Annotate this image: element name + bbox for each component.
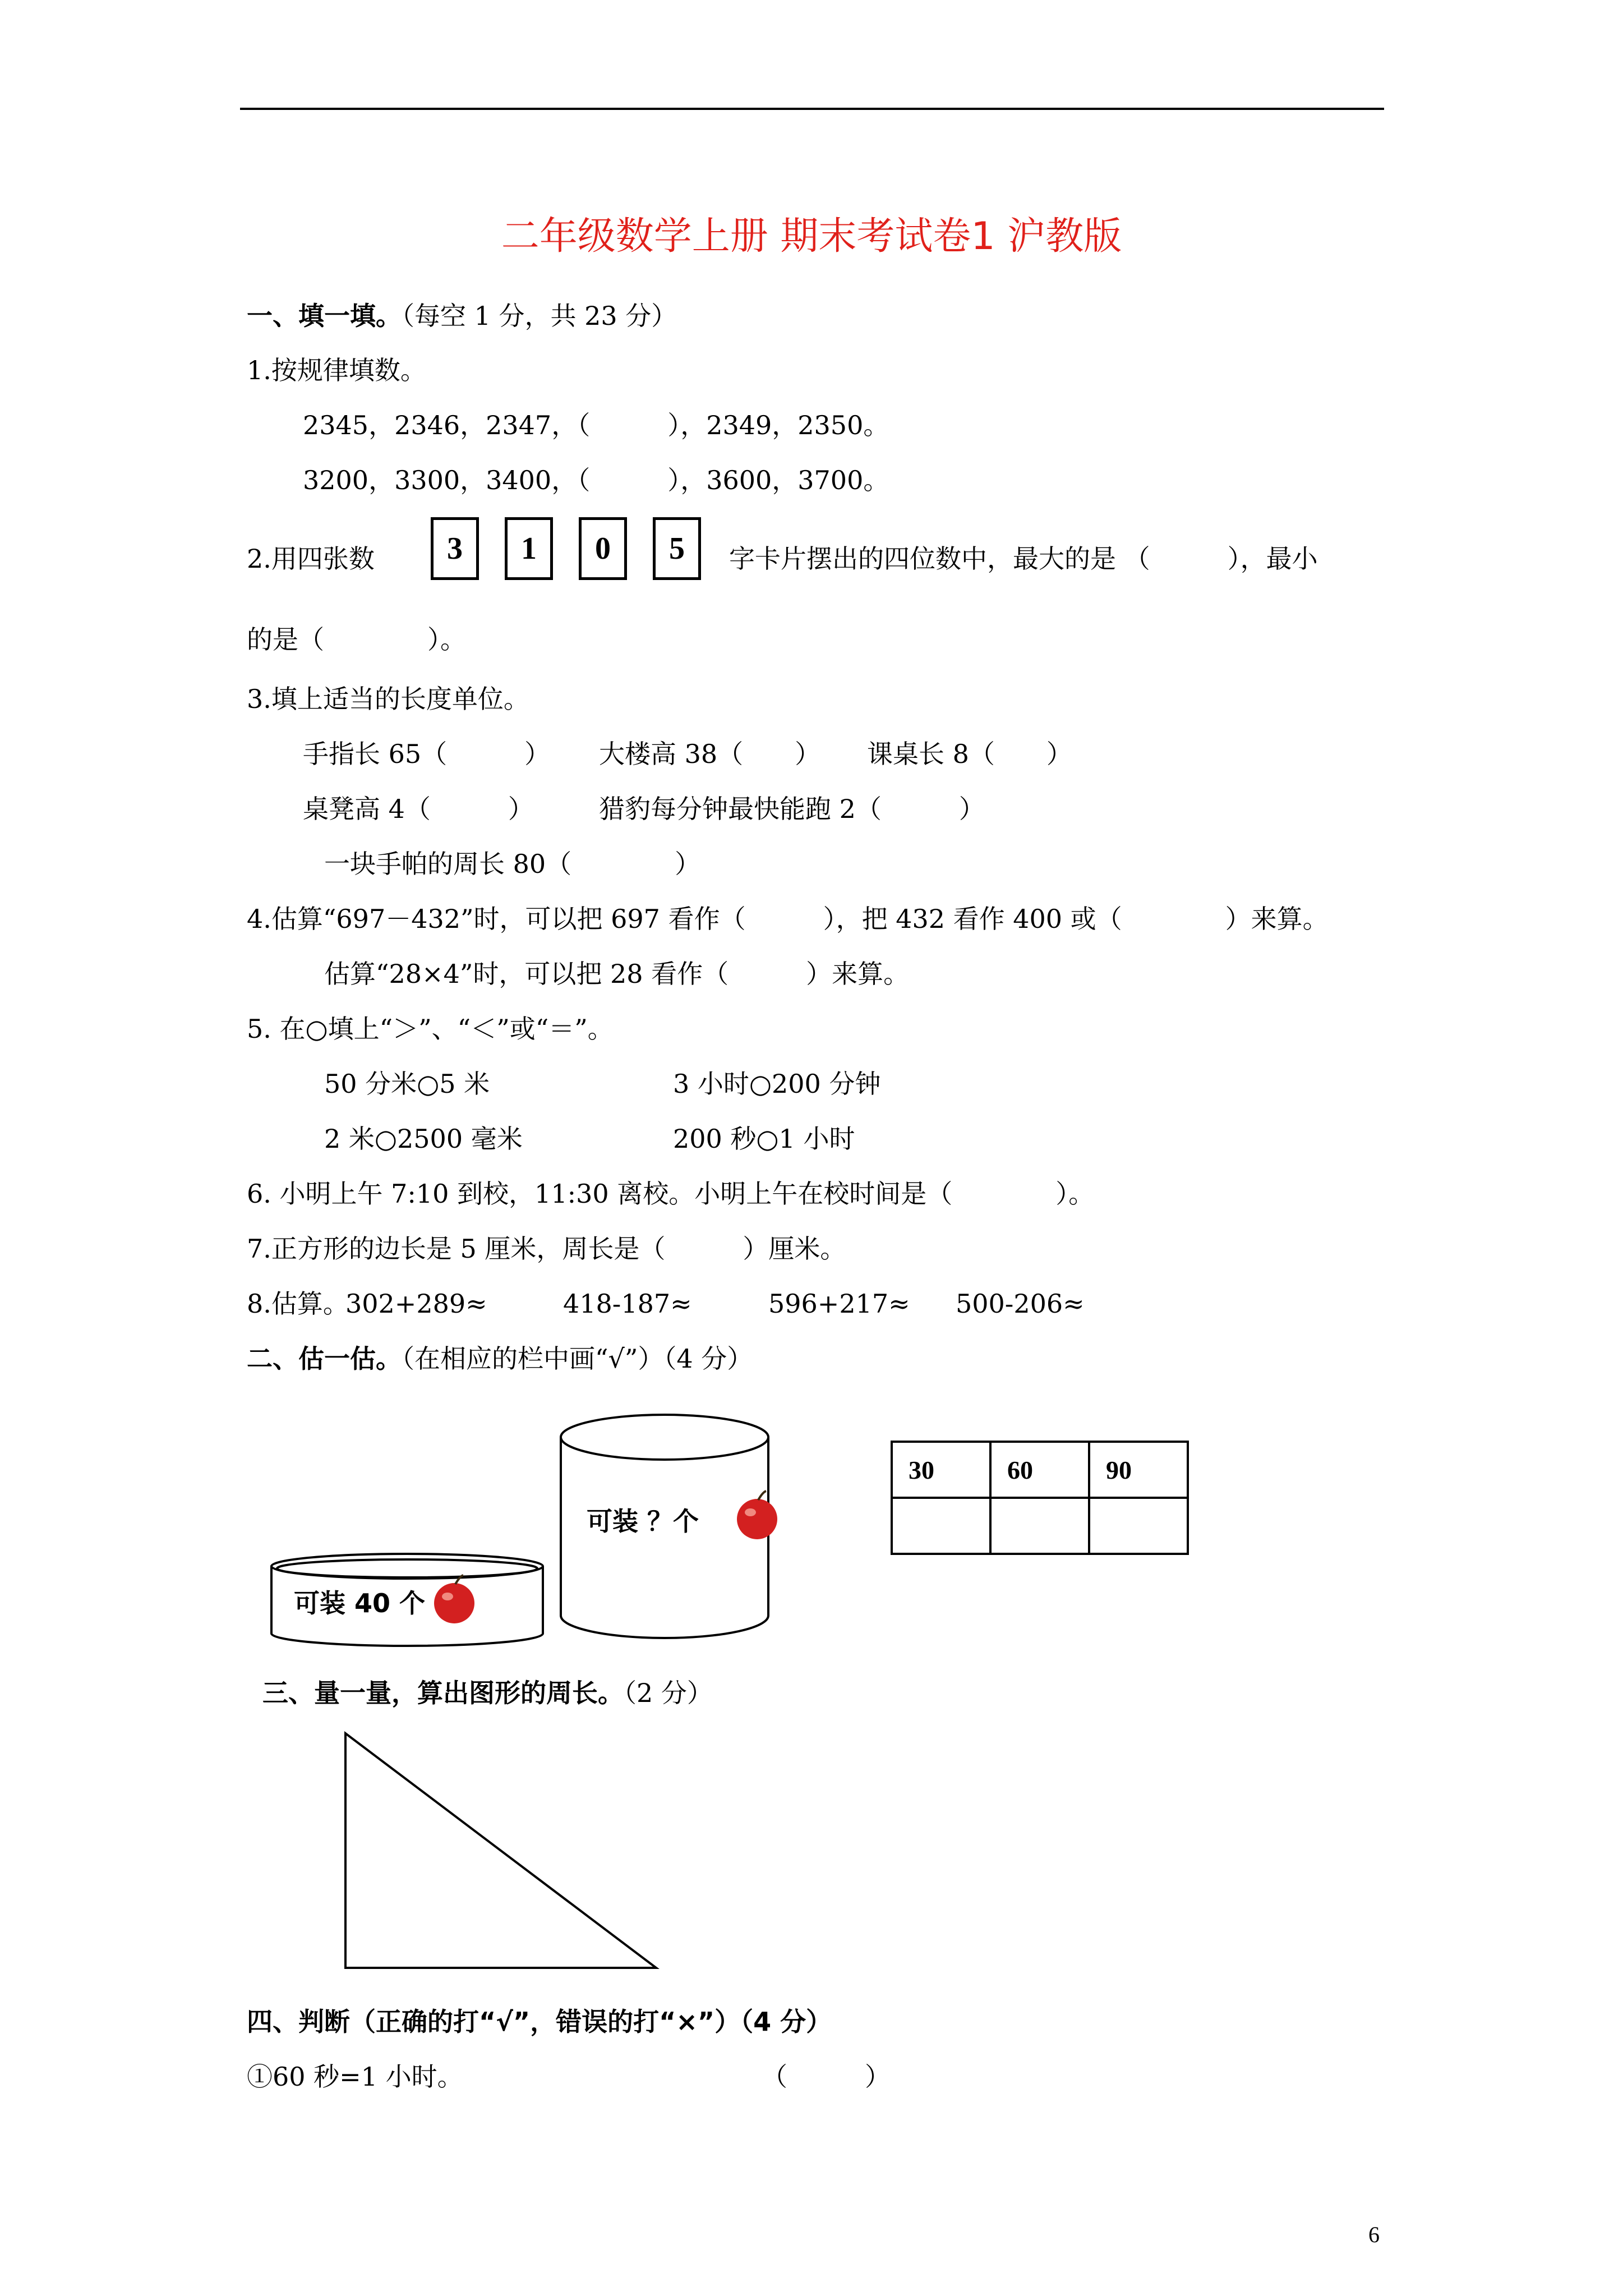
q2-line-2: 的是（ ）。 <box>247 624 466 655</box>
apple-icon <box>737 1491 777 1539</box>
judge-item-1-blank[interactable]: （ ） <box>762 2062 891 2092</box>
q4-line-1: 4.估算“697－432”时，可以把 697 看作（ ），把 432 看作 400 或（ ）来算。 <box>247 904 1329 934</box>
page-number: 6 <box>1368 2222 1380 2247</box>
cylinders-figure <box>264 1391 869 1660</box>
q3-prompt: 3.填上适当的长度单位。 <box>247 684 529 714</box>
q6-line: 6. 小明上午 7:10 到校，11:30 离校。小明上午在校时间是（ ）。 <box>247 1179 1095 1209</box>
section-2-score: （在相应的栏中画“√”）（4 分） <box>402 1343 753 1374</box>
estimate-answer-cell[interactable] <box>892 1498 990 1554</box>
apple-icon <box>434 1575 474 1623</box>
q3-item-stool: 桌凳高 4（ ） <box>303 794 534 824</box>
digit-card-3: 3 <box>431 517 479 580</box>
right-triangle-figure <box>336 1728 662 1975</box>
q5-item-d: 200 秒○1 小时 <box>673 1124 855 1154</box>
estimate-option-30: 30 <box>892 1442 990 1498</box>
q2-prefix: 2.用四张数 <box>247 544 375 574</box>
page-title: 二年级数学上册 期末考试卷1 沪教版 <box>501 214 1122 259</box>
q8-estimate-3: 596+217≈ <box>768 1289 910 1319</box>
judge-item-1: ①60 秒=1 小时。 <box>247 2062 463 2092</box>
apple-body <box>434 1583 474 1623</box>
section-2-title: 二、估一估。 <box>247 1343 402 1374</box>
big-cylinder-label: 可装 ？个 <box>587 1506 699 1536</box>
section-3-title: 三、量一量，算出图形的周长。 <box>262 1678 624 1708</box>
q8-estimate-2: 418-187≈ <box>563 1289 692 1319</box>
q8-estimate-1: 302+289≈ <box>345 1289 487 1319</box>
section-3-heading <box>262 1677 713 1709</box>
small-cylinder-label: 可装 40 个 <box>294 1588 426 1618</box>
q5-item-b: 3 小时○200 分钟 <box>673 1069 881 1099</box>
apple-highlight <box>745 1508 756 1516</box>
q5-item-c: 2 米○2500 毫米 <box>324 1124 523 1154</box>
q3-item-building: 大楼高 38（ ） <box>599 739 821 769</box>
section-1-score: （每空 1 分，共 23 分） <box>402 301 677 331</box>
section-1-heading <box>247 300 677 332</box>
estimate-option-90: 90 <box>1089 1442 1188 1498</box>
estimate-table <box>891 1441 1189 1555</box>
section-2-heading <box>247 1343 753 1374</box>
apple-highlight <box>442 1593 453 1600</box>
q1-row-2: 3200，3300，3400，（ ），3600，3700。 <box>303 465 889 495</box>
q8-label: 8.估算。 <box>247 1289 349 1319</box>
q8-estimate-4: 500-206≈ <box>956 1289 1085 1319</box>
section-3-score: （2 分） <box>624 1678 713 1708</box>
q3-item-cheetah: 猎豹每分钟最快能跑 2（ ） <box>599 794 985 824</box>
header-rule <box>240 108 1384 110</box>
estimate-table-answer-row <box>892 1498 1188 1554</box>
section-4-heading: 四、判断（正确的打“√”，错误的打“×”）（4 分） <box>247 2007 832 2037</box>
estimate-answer-cell[interactable] <box>1089 1498 1188 1554</box>
q5-item-a: 50 分米○5 米 <box>324 1069 490 1099</box>
estimate-answer-cell[interactable] <box>990 1498 1089 1554</box>
q2-suffix: 字卡片摆出的四位数中，最大的是 （ ），最小 <box>729 544 1318 574</box>
q1-row-1: 2345，2346，2347，（ ），2349，2350。 <box>303 410 889 440</box>
q1-prompt: 1.按规律填数。 <box>247 355 426 385</box>
q5-prompt: 5. 在○填上“＞”、“＜”或“＝”。 <box>247 1014 614 1044</box>
estimate-option-60: 60 <box>990 1442 1089 1498</box>
q3-item-desk: 课桌长 8（ ） <box>867 739 1072 769</box>
digit-card-5: 5 <box>653 517 701 580</box>
estimate-table-header <box>892 1442 1188 1498</box>
digit-card-0: 0 <box>579 517 627 580</box>
q3-item-handkerchief: 一块手帕的周长 80（ ） <box>324 849 701 879</box>
q4-line-2: 估算“28×4”时，可以把 28 看作（ ）来算。 <box>324 959 910 989</box>
apple-body <box>737 1499 777 1539</box>
section-1-title: 一、填一填。 <box>247 301 402 331</box>
q7-line: 7.正方形的边长是 5 厘米，周长是（ ）厘米。 <box>247 1234 846 1264</box>
q3-item-finger: 手指长 65（ ） <box>303 739 551 769</box>
apple-stem <box>758 1491 766 1500</box>
digit-card-1: 1 <box>505 517 553 580</box>
